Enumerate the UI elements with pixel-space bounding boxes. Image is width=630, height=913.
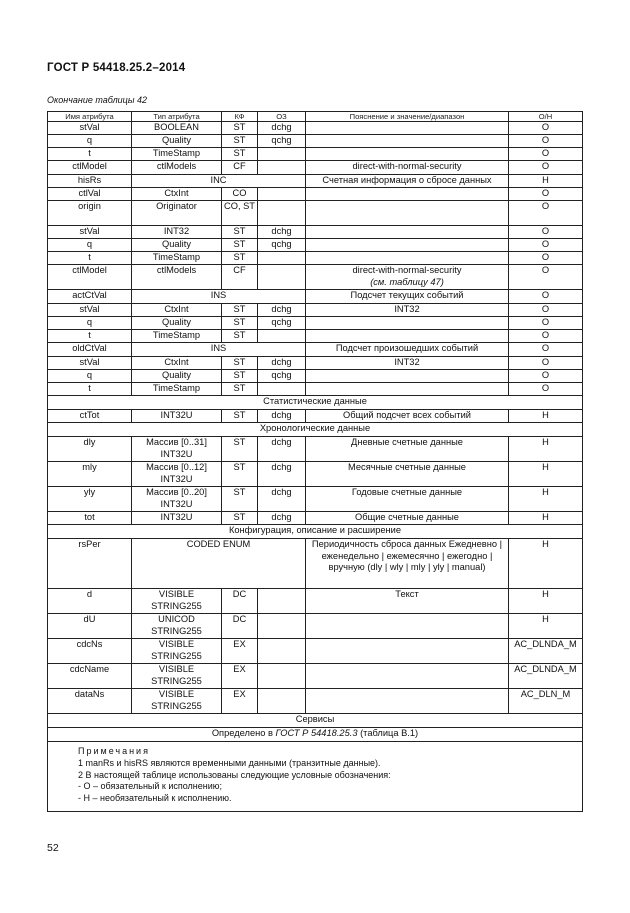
mo-cell: O <box>509 239 583 252</box>
mo-cell: O <box>509 122 583 135</box>
attribute-name-cell: t <box>48 148 132 161</box>
page-number: 52 <box>47 842 59 854</box>
explanation-cell <box>306 226 509 239</box>
kf-cell: ST <box>222 148 258 161</box>
attribute-type-cell: INT32 <box>132 226 222 239</box>
kf-cell: ST <box>222 330 258 343</box>
attribute-type-cell: Quality <box>132 370 222 383</box>
mo-cell: O <box>509 161 583 175</box>
explanation-cell: INT32 <box>306 304 509 317</box>
oz-cell: dchg <box>258 122 306 135</box>
kf-cell: ST <box>222 135 258 148</box>
oz-cell <box>258 330 306 343</box>
notes-title: Примечания <box>78 746 150 756</box>
data-class-cell: INS <box>132 290 306 304</box>
attribute-name-cell: ctlModel <box>48 265 132 290</box>
table-row <box>48 437 583 462</box>
mo-cell: AC_DLNDA_M <box>509 639 583 664</box>
attribute-type-cell: BOOLEAN <box>132 122 222 135</box>
attribute-name-cell: q <box>48 239 132 252</box>
explanation-cell: Подсчет текущих событий <box>306 290 509 304</box>
mo-cell: H <box>509 614 583 639</box>
table-row <box>48 330 583 343</box>
attribute-name-cell: actCtVal <box>48 290 132 304</box>
attribute-name-cell: stVal <box>48 226 132 239</box>
oz-cell: dchg <box>258 357 306 370</box>
oz-cell: dchg <box>258 226 306 239</box>
table-row <box>48 689 583 714</box>
kf-cell: ST <box>222 370 258 383</box>
explanation-cell: Дневные счетные данные <box>306 437 509 462</box>
mo-cell: H <box>509 462 583 487</box>
attribute-type-cell: Quality <box>132 317 222 330</box>
explanation-cell: Периодичность сброса данных Ежедневно | еженедельно | ежемесячно | ежегодно | вручную (dly | wly | mly | yly | manual) <box>306 539 509 589</box>
table-row <box>48 161 583 175</box>
section-title: Конфигурация, описание и расширение <box>48 525 583 539</box>
mo-cell: H <box>509 539 583 589</box>
attribute-type-cell: INT32U <box>132 410 222 423</box>
table-row <box>48 487 583 512</box>
mo-cell: O <box>509 135 583 148</box>
table-row <box>48 201 583 226</box>
oz-cell <box>258 383 306 396</box>
mo-cell: H <box>509 410 583 423</box>
kf-cell: ST <box>222 487 258 512</box>
oz-cell: dchg <box>258 437 306 462</box>
kf-cell: ST <box>222 122 258 135</box>
explanation-cell: Счетная информация о сбросе данных <box>306 175 509 188</box>
oz-cell <box>258 689 306 714</box>
document-header: ГОСТ Р 54418.25.2–2014 <box>47 62 186 74</box>
table-row <box>48 265 583 290</box>
attribute-name-cell: hisRs <box>48 175 132 188</box>
explanation-cell <box>306 252 509 265</box>
table-row <box>48 639 583 664</box>
table-row <box>48 148 583 161</box>
table-row <box>48 226 583 239</box>
data-class-row <box>48 290 583 304</box>
attribute-name-cell: dly <box>48 437 132 462</box>
attribute-type-cell: TimeStamp <box>132 383 222 396</box>
oz-cell <box>258 639 306 664</box>
oz-cell <box>258 614 306 639</box>
attribute-type-cell: CtxInt <box>132 357 222 370</box>
mo-cell: H <box>509 437 583 462</box>
mo-cell: O <box>509 265 583 290</box>
attribute-name-cell: cdcName <box>48 664 132 689</box>
note-line: 1 manRs и hisRS являются временными данными (транзитные данные). <box>78 757 381 768</box>
attribute-name-cell: origin <box>48 201 132 226</box>
column-header: Тип атрибута <box>132 112 222 122</box>
attribute-type-cell: TimeStamp <box>132 148 222 161</box>
kf-cell: ST <box>222 437 258 462</box>
attribute-name-cell: q <box>48 370 132 383</box>
oz-cell <box>258 664 306 689</box>
attribute-name-cell: t <box>48 330 132 343</box>
kf-cell: ST <box>222 462 258 487</box>
section-header-row <box>48 423 583 437</box>
oz-cell: qchg <box>258 317 306 330</box>
mo-cell: H <box>509 589 583 614</box>
explanation-cell <box>306 639 509 664</box>
attribute-name-cell: stVal <box>48 357 132 370</box>
attribute-name-cell: dU <box>48 614 132 639</box>
mo-cell: H <box>509 175 583 188</box>
kf-cell: EX <box>222 639 258 664</box>
table-header-row <box>48 112 583 122</box>
oz-cell: dchg <box>258 512 306 525</box>
attribute-name-cell: t <box>48 252 132 265</box>
section-header-row <box>48 525 583 539</box>
section-header-row <box>48 396 583 410</box>
mo-cell: O <box>509 201 583 226</box>
attribute-type-cell: Массив [0..12] INT32U <box>132 462 222 487</box>
attribute-type-cell: TimeStamp <box>132 252 222 265</box>
table-row <box>48 614 583 639</box>
table-row <box>48 370 583 383</box>
table-continuation-caption: Окончание таблицы 42 <box>47 95 147 105</box>
table-row <box>48 589 583 614</box>
table-reference: (см. таблицу 47) <box>370 276 444 287</box>
definition-text: Определено в <box>211 728 276 738</box>
table-row <box>48 664 583 689</box>
oz-cell <box>258 252 306 265</box>
attributes-table <box>47 111 583 812</box>
attribute-name-cell: yly <box>48 487 132 512</box>
mo-cell: O <box>509 317 583 330</box>
table-row <box>48 539 583 589</box>
attribute-name-cell: cdcNs <box>48 639 132 664</box>
explanation-cell: direct-with-normal-security <box>306 161 509 175</box>
attribute-type-cell: CtxInt <box>132 304 222 317</box>
oz-cell: qchg <box>258 370 306 383</box>
note-line: - О – обязательный к исполнению; <box>78 781 223 792</box>
mo-cell: O <box>509 188 583 201</box>
attribute-name-cell: rsPer <box>48 539 132 589</box>
explanation-cell <box>306 188 509 201</box>
explanation-cell: INT32 <box>306 357 509 370</box>
kf-cell: CF <box>222 161 258 175</box>
mo-cell: O <box>509 343 583 357</box>
attribute-type-cell: Массив [0..31] INT32U <box>132 437 222 462</box>
kf-cell: ST <box>222 317 258 330</box>
oz-cell <box>258 201 306 226</box>
oz-cell <box>258 188 306 201</box>
oz-cell: dchg <box>258 304 306 317</box>
data-class-row <box>48 175 583 188</box>
table-row <box>48 304 583 317</box>
mo-cell: AC_DLNDA_M <box>509 664 583 689</box>
attribute-type-cell: Массив [0..20] INT32U <box>132 487 222 512</box>
table-row <box>48 317 583 330</box>
oz-cell: dchg <box>258 487 306 512</box>
attribute-name-cell: mly <box>48 462 132 487</box>
table-row <box>48 512 583 525</box>
kf-cell: CO <box>222 188 258 201</box>
kf-cell: ST <box>222 226 258 239</box>
attribute-name-cell: q <box>48 135 132 148</box>
section-title: Статистические данные <box>48 396 583 410</box>
column-header: ОЗ <box>258 112 306 122</box>
explanation-cell <box>306 239 509 252</box>
attribute-type-cell: CODED ENUM <box>132 539 306 589</box>
mo-cell: O <box>509 148 583 161</box>
table-row <box>48 252 583 265</box>
mo-cell: O <box>509 357 583 370</box>
standard-reference: ГОСТ Р 54418.25.3 <box>275 728 358 738</box>
kf-cell: ST <box>222 304 258 317</box>
explanation-cell: Подсчет произошедших событий <box>306 343 509 357</box>
oz-cell <box>258 161 306 175</box>
note-line: 2 В настоящей таблице использованы следующие условные обозначения: <box>78 769 391 780</box>
kf-cell: CO, ST <box>222 201 258 226</box>
mo-cell: O <box>509 370 583 383</box>
data-class-cell: INC <box>132 175 306 188</box>
mo-cell: AC_DLN_M <box>509 689 583 714</box>
attribute-type-cell: UNICOD STRING255 <box>132 614 222 639</box>
explanation-cell <box>306 383 509 396</box>
mo-cell: O <box>509 226 583 239</box>
notes-block <box>48 742 583 812</box>
explanation-cell <box>306 614 509 639</box>
data-class-cell: INS <box>132 343 306 357</box>
kf-cell: ST <box>222 383 258 396</box>
section-header-row <box>48 714 583 728</box>
column-header: Пояснение и значение/диапазон <box>306 112 509 122</box>
attribute-name-cell: tot <box>48 512 132 525</box>
kf-cell: ST <box>222 252 258 265</box>
mo-cell: H <box>509 487 583 512</box>
explanation-cell <box>306 265 509 290</box>
kf-cell: ST <box>222 410 258 423</box>
kf-cell: DC <box>222 614 258 639</box>
kf-cell: ST <box>222 512 258 525</box>
table-row <box>48 462 583 487</box>
column-header: О/Н <box>509 112 583 122</box>
note-line: - Н – необязательный к исполнению. <box>78 793 232 804</box>
attribute-name-cell: t <box>48 383 132 396</box>
mo-cell: O <box>509 304 583 317</box>
attribute-type-cell: TimeStamp <box>132 330 222 343</box>
attribute-name-cell: d <box>48 589 132 614</box>
attribute-name-cell: q <box>48 317 132 330</box>
attribute-name-cell: dataNs <box>48 689 132 714</box>
attribute-name-cell: ctlVal <box>48 188 132 201</box>
kf-cell: CF <box>222 265 258 290</box>
explanation-cell <box>306 664 509 689</box>
attribute-name-cell: ctlModel <box>48 161 132 175</box>
table-row <box>48 239 583 252</box>
mo-cell: O <box>509 290 583 304</box>
table-row <box>48 188 583 201</box>
kf-cell: EX <box>222 664 258 689</box>
attribute-type-cell: Quality <box>132 135 222 148</box>
column-header: КФ <box>222 112 258 122</box>
kf-cell: ST <box>222 357 258 370</box>
explanation-cell: Общий подсчет всех событий <box>306 410 509 423</box>
attribute-name-cell: stVal <box>48 304 132 317</box>
section-title: Сервисы <box>48 714 583 728</box>
mo-cell: H <box>509 512 583 525</box>
table-row <box>48 357 583 370</box>
explanation-cell <box>306 135 509 148</box>
oz-cell <box>258 265 306 290</box>
services-definition <box>48 728 583 742</box>
attribute-type-cell: Originator <box>132 201 222 226</box>
attribute-type-cell: ctlModels <box>132 265 222 290</box>
table-row <box>48 410 583 423</box>
explanation-cell: Общие счетные данные <box>306 512 509 525</box>
oz-cell: dchg <box>258 410 306 423</box>
attribute-type-cell: VISIBLE STRING255 <box>132 689 222 714</box>
oz-cell <box>258 589 306 614</box>
attribute-type-cell: INT32U <box>132 512 222 525</box>
oz-cell: qchg <box>258 239 306 252</box>
explanation-cell: Текст <box>306 589 509 614</box>
kf-cell: ST <box>222 239 258 252</box>
explanation-text: direct-with-normal-security <box>352 265 462 275</box>
definition-text: (таблица В.1) <box>357 728 419 738</box>
attribute-name-cell: oldCtVal <box>48 343 132 357</box>
data-class-row <box>48 343 583 357</box>
attribute-type-cell: VISIBLE STRING255 <box>132 589 222 614</box>
table-row <box>48 135 583 148</box>
attribute-name-cell: stVal <box>48 122 132 135</box>
mo-cell: O <box>509 330 583 343</box>
attribute-type-cell: Quality <box>132 239 222 252</box>
attribute-type-cell: CtxInt <box>132 188 222 201</box>
explanation-cell: Годовые счетные данные <box>306 487 509 512</box>
explanation-cell <box>306 148 509 161</box>
explanation-cell <box>306 122 509 135</box>
oz-cell: dchg <box>258 462 306 487</box>
oz-cell: qchg <box>258 135 306 148</box>
explanation-cell <box>306 370 509 383</box>
kf-cell: DC <box>222 589 258 614</box>
attribute-name-cell: ctTot <box>48 410 132 423</box>
explanation-cell <box>306 689 509 714</box>
column-header: Имя атрибута <box>48 112 132 122</box>
oz-cell <box>258 148 306 161</box>
explanation-cell: Месячные счетные данные <box>306 462 509 487</box>
services-definition-row <box>48 728 583 742</box>
table-row <box>48 122 583 135</box>
table-row <box>48 383 583 396</box>
attribute-type-cell: VISIBLE STRING255 <box>132 664 222 689</box>
explanation-cell <box>306 330 509 343</box>
explanation-cell <box>306 317 509 330</box>
attribute-type-cell: ctlModels <box>132 161 222 175</box>
mo-cell: O <box>509 252 583 265</box>
mo-cell: O <box>509 383 583 396</box>
explanation-cell <box>306 201 509 226</box>
kf-cell: EX <box>222 689 258 714</box>
attribute-type-cell: VISIBLE STRING255 <box>132 639 222 664</box>
notes-row <box>48 742 583 812</box>
section-title: Хронологические данные <box>48 423 583 437</box>
